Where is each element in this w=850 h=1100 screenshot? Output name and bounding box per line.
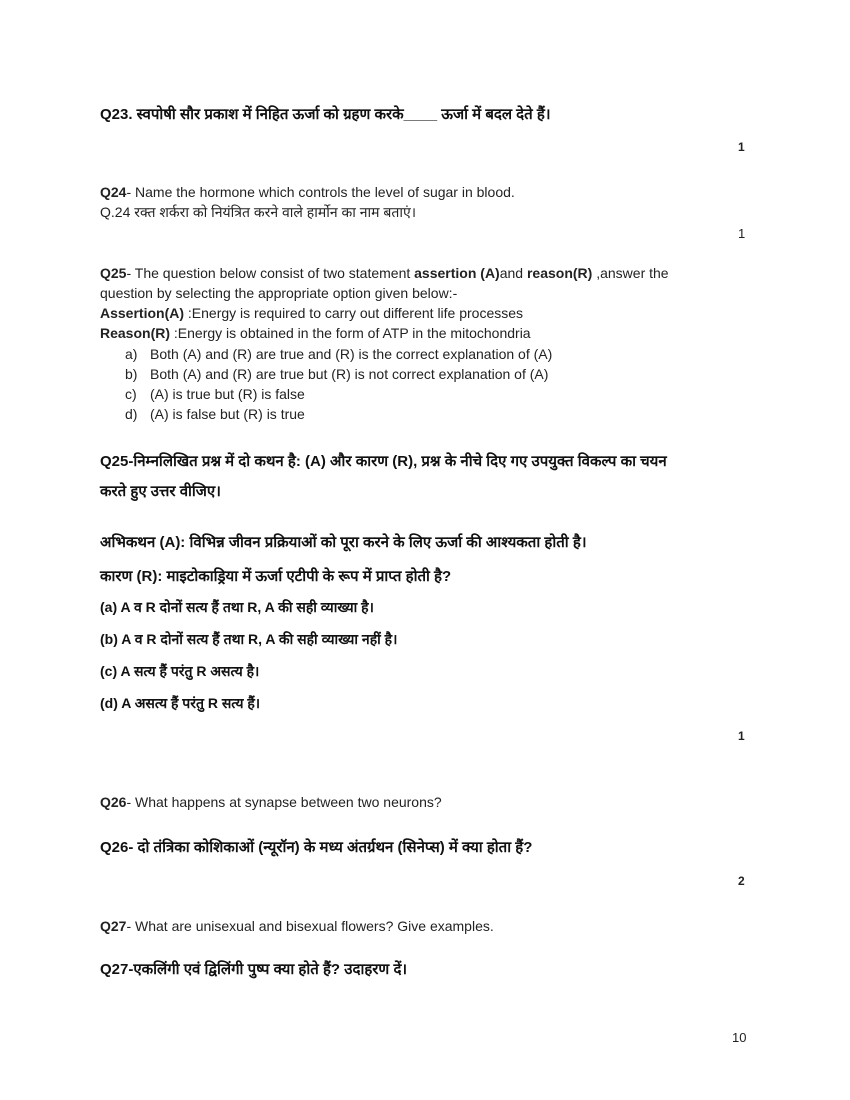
q23-marks: 1 [738, 140, 745, 154]
q26-marks: 2 [738, 874, 745, 888]
q25-number: Q25 [100, 265, 127, 281]
q26-number: Q26 [100, 794, 127, 810]
q25-hindi-option: (d) A असत्य हैं परंतु R सत्य हैं। [100, 695, 261, 711]
q24-english [100, 183, 515, 201]
q25-reason-term: reason(R) [526, 265, 593, 281]
q26-english [100, 793, 442, 811]
q25-intro-text: - The question below consist of two statement [126, 265, 415, 281]
q25-assertion-term: assertion (A) [414, 265, 500, 281]
q25-reason [100, 324, 531, 342]
option-text: (A) is false but (R) is true [150, 406, 305, 422]
q27-english [100, 917, 494, 935]
q25-hindi-option: (a) A व R दोनों सत्य हैं तथा R, A की सही व्याख्या है। [100, 599, 374, 615]
q24-number: Q24 [100, 184, 127, 200]
q24-text: - Name the hormone which controls the level of sugar in blood. [126, 184, 515, 200]
q25-hindi-line2: करते हुए उत्तर वीजिए। [100, 483, 221, 500]
q24-marks: 1 [738, 226, 746, 241]
assertion-text: :Energy is required to carry out different life processes [184, 305, 524, 321]
q25-intro-end: ,answer the [592, 265, 669, 281]
q25-hindi-option: (c) A सत्य हैं परंतु R असत्य है। [100, 663, 260, 679]
q25-hindi-line1: Q25-निम्नलिखित प्रश्न में दो कथन है: (A) और कारण (R), प्रश्न के नीचे दिए गए उपयुक्त विकल्प का चयन [100, 453, 667, 470]
q25-assertion [100, 304, 523, 322]
q25-option [125, 385, 305, 403]
q26-text: - What happens at synapse between two neurons? [126, 794, 442, 810]
page-number: 10 [732, 1030, 747, 1045]
reason-text: :Energy is obtained in the form of ATP in the mitochondria [170, 325, 531, 341]
q26-hindi: Q26- दो तंत्रिका कोशिकाओं (न्यूरॉन) के मध्य अंतर्ग्रथन (सिनेप्स) में क्या होता हैं? [100, 839, 533, 856]
option-text: Both (A) and (R) are true and (R) is the correct explanation of (A) [150, 346, 553, 362]
q27-text: - What are unisexual and bisexual flowers? Give examples. [126, 918, 494, 934]
reason-label: Reason(R) [100, 325, 171, 341]
q27-number: Q27 [100, 918, 127, 934]
q25-intro-line2: question by selecting the appropriate option given below:- [100, 285, 458, 301]
option-letter: c) [125, 386, 137, 402]
q25-intro-and: and [499, 265, 527, 281]
option-text: Both (A) and (R) are true but (R) is not correct explanation of (A) [150, 366, 549, 382]
assertion-label: Assertion(A) [100, 305, 185, 321]
option-letter: b) [125, 366, 138, 382]
option-letter: a) [125, 346, 138, 362]
q25-option [125, 365, 548, 383]
q25-option [125, 345, 552, 363]
q24-hindi: Q.24 रक्त शर्करा को नियंत्रित करने वाले हार्मोन का नाम बताएं। [100, 204, 417, 220]
q25-hindi-option: (b) A व R दोनों सत्य हैं तथा R, A की सही व्याख्या नहीं है। [100, 631, 398, 647]
q25-intro [100, 264, 669, 282]
q25-hindi-assertion: अभिकथन (A): विभिन्न जीवन प्रक्रियाओं को पूरा करने के लिए ऊर्जा की आश्यकता होती है। [100, 534, 587, 551]
q25-hindi-reason: कारण (R): माइटोकाड्रिया में ऊर्जा एटीपी के रूप में प्राप्त होती है? [100, 568, 452, 585]
q25-option [125, 405, 305, 423]
option-letter: d) [125, 406, 138, 422]
option-text: (A) is true but (R) is false [150, 386, 305, 402]
q27-hindi: Q27-एकलिंगी एवं द्विलिंगी पुष्प क्या होते हैं? उदाहरण दें। [100, 961, 408, 978]
q23-hindi: Q23. स्वपोषी सौर प्रकाश में निहित ऊर्जा को ग्रहण करके____ ऊर्जा में बदल देते हैं। [100, 106, 551, 123]
q25-marks: 1 [738, 729, 745, 743]
